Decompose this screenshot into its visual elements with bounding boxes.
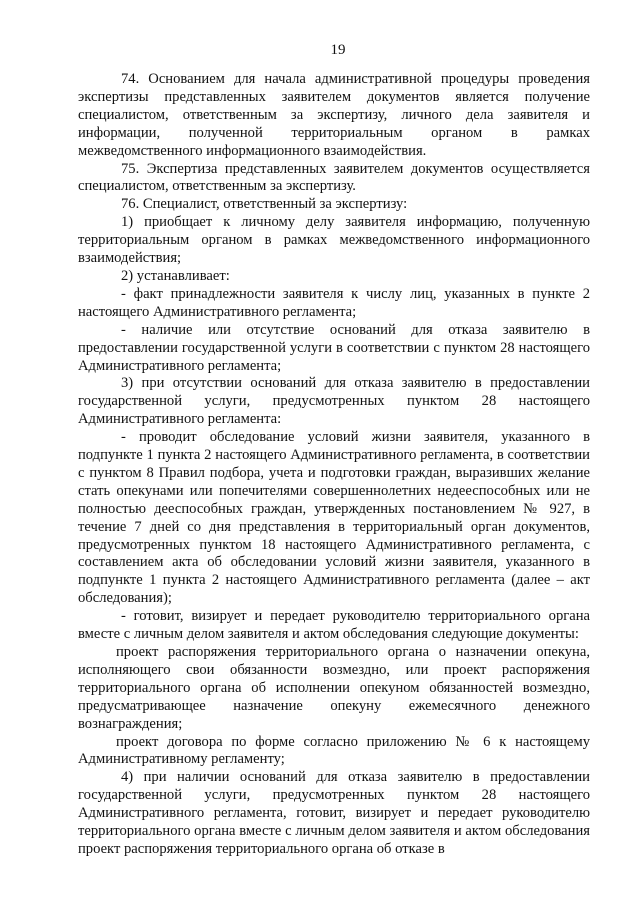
- item-3: 3) при отсутствии оснований для отказа заявителю в предоставлении государственной услуги, предусмотренных пунктом 28 настоящего Административного регламента:: [78, 375, 590, 428]
- item-2: 2) устанавливает:: [121, 267, 230, 284]
- document-draft-contract: проект договора по форме согласно приложению № 6 к настоящему Административному регламенту;: [78, 733, 590, 768]
- item-2-bullet-1: - факт принадлежности заявителя к числу лиц, указанных в пункте 2 настоящего Административного регламента;: [78, 285, 590, 320]
- paragraph-75: 75. Экспертиза представленных заявителем документов осуществляется специалистом, ответственным за экспертизу.: [78, 160, 590, 195]
- item-2-bullet-2: - наличие или отсутствие оснований для отказа заявителю в предоставлении государственной услуги в соответствии с пунктом 28 настоящего Административного регламента;: [78, 321, 590, 374]
- paragraph-76: 76. Специалист, ответственный за экспертизу:: [121, 196, 408, 213]
- item-3-bullet-2: - готовит, визирует и передает руководителю территориального органа вместе с личным делом заявителя и актом обследования следующие документы:: [78, 608, 590, 643]
- item-4: 4) при наличии оснований для отказа заявителю в предоставлении государственной услуги, предусмотренных пунктом 28 настоящего Административного регламента, готовит, визирует и передает руководителю территориального органа вместе с личным делом заявителя и актом обследования проект распоряжения территориального органа об отказе в: [78, 769, 590, 857]
- page-number: 19: [330, 42, 346, 58]
- item-1: 1) приобщает к личному делу заявителя информацию, полученную территориальным органом в рамках межведомственного информационного взаимодействия;: [78, 214, 590, 267]
- paragraph-74: 74. Основанием для начала административной процедуры проведения экспертизы представленных заявителем документов является получение специалистом, ответственным за экспертизу, личного дела заявителя и информации, полученной территориальным органом в рамках межведомственного информационного взаимодействия.: [78, 71, 590, 159]
- item-3-bullet-1: - проводит обследование условий жизни заявителя, указанного в подпункте 1 пункта 2 настоящего Административного регламента, в соответствии с пунктом 8 Правил подбора, учета и подготовки граждан, выразивших желание стать опекунами или попечителями совершеннолетних недееспособных или не полностью дееспособных граждан, утвержденных постановлением № 927, в течение 7 дней со дня представления в территориальный орган документов, предусмотренных пунктом 18 настоящего Административного регламента, с составлением акта об обследовании условий жизни заявителя, указанного в подпункте 1 пункта 2 настоящего Административного регламента (далее – акт обследования);: [78, 429, 590, 607]
- document-body: [78, 71, 590, 859]
- document-draft-order: проект распоряжения территориального органа о назначении опекуна, исполняющего свои обязанности возмездно, или проект распоряжения территориального органа об исполнении опекуном обязанностей возмездно, предусматривающее назначение опекуну ежемесячного денежного вознаграждения;: [78, 644, 590, 732]
